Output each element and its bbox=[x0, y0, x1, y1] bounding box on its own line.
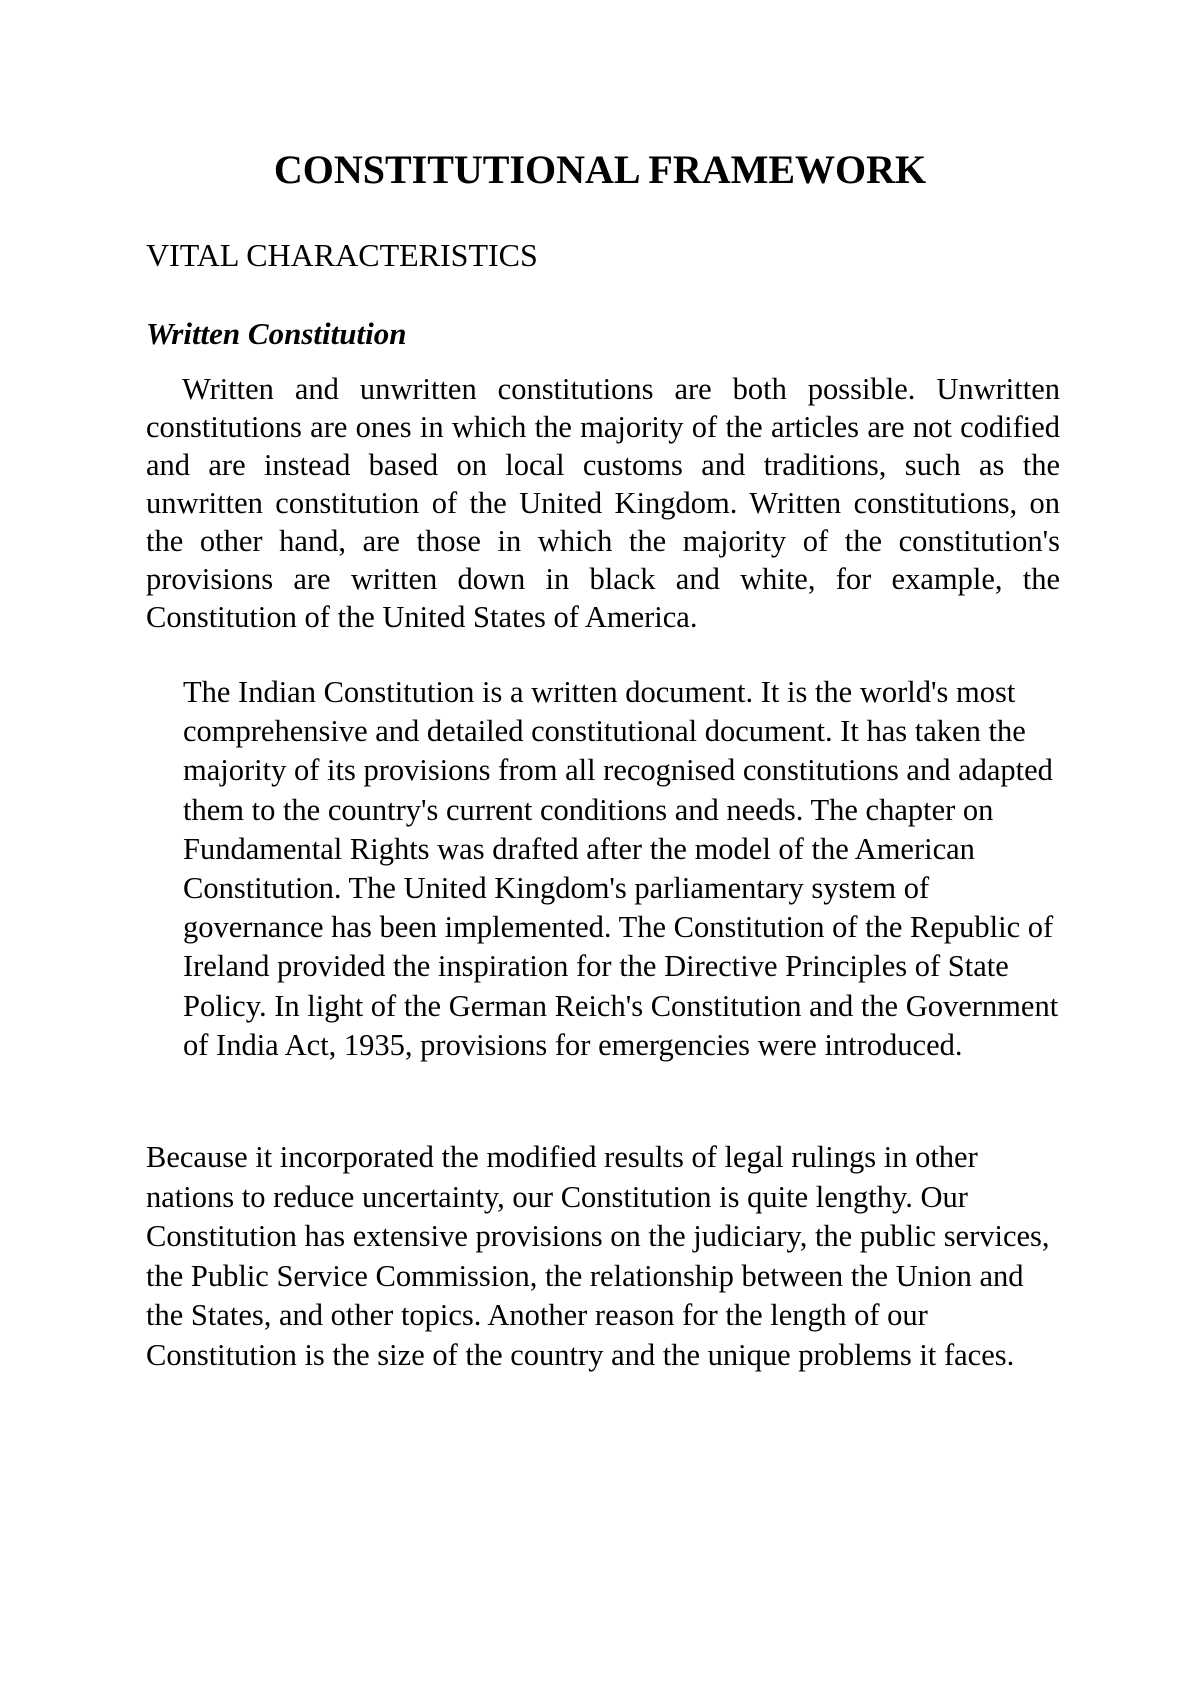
paragraph-written-unwritten: Written and unwritten constitutions are both possible. Unwritten constitutions are ones in which the majority of the articles are not codified and are instead based on local customs and traditions, such as the unwritten constitution of the United Kingdom. Written constitutions, on the other hand, are those in which the majority of the constitution's provisions are written down in black and white, for example, the Constitution of the United States of America. bbox=[146, 372, 1060, 634]
paragraph-indian-constitution: The Indian Constitution is a written document. It is the world's most comprehensive and detailed constitutional document. It has taken the majority of its provisions from all recognised constitutions and adapted them to the country's current conditions and needs. The chapter on Fundamental Rights was drafted after the model of the American Constitution. The United Kingdom's parliamentary system of governance has been implemented. The Constitution of the Republic of Ireland provided the inspiration for the Directive Principles of State Policy. In light of the German Reich's Constitution and the Government of India Act, 1935, provisions for emergencies were introduced. bbox=[183, 675, 1059, 1062]
paragraph-lengthy-constitution: Because it incorporated the modified results of legal rulings in other nations to reduce uncertainty, our Constitution is quite lengthy. Our Constitution has extensive provisions on the judiciary, the public services, the Public Service Commission, the relationship between the Union and the States, and other topics. Another reason for the length of our Constitution is the size of the country and the unique problems it faces. bbox=[146, 1140, 1050, 1372]
section-heading: VITAL CHARACTERISTICS bbox=[146, 237, 538, 273]
page-title: CONSTITUTIONAL FRAMEWORK bbox=[273, 147, 927, 192]
sub-heading: Written Constitution bbox=[146, 316, 407, 351]
